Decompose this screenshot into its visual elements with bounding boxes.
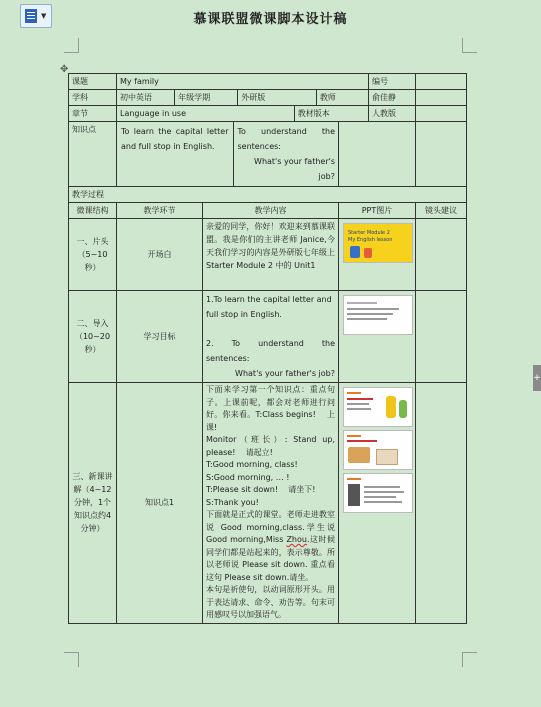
textbook-value[interactable]: 人教版 xyxy=(371,109,396,118)
teacher-value[interactable]: 俞佳静 xyxy=(371,93,396,102)
side-expand-handle[interactable]: + xyxy=(533,365,541,391)
table-row xyxy=(69,383,467,624)
course-value[interactable]: My family xyxy=(117,74,368,89)
chapter-label: 章节 xyxy=(69,106,117,122)
knowledge-label: 知识点 xyxy=(69,122,117,187)
subject-value[interactable]: 初中英语 xyxy=(117,90,175,105)
grade-value[interactable]: 年级学期 xyxy=(175,90,238,105)
ppt-thumbnail[interactable] xyxy=(343,387,413,427)
row-structure[interactable]: 二、导入（10~20秒） xyxy=(69,291,117,383)
chevron-down-icon[interactable]: ▼ xyxy=(41,12,47,20)
subject-label: 学科 xyxy=(69,90,117,106)
row-content-line[interactable]: .这时候同学们都是站起来的，表示尊敬。所以老师说 Please sit down. 重点看这句 Please sit down.请坐。 xyxy=(206,535,335,582)
process-row xyxy=(69,187,467,203)
table-row xyxy=(69,291,467,383)
page-title: 慕课联盟微课脚本设计稿 xyxy=(193,12,348,27)
row-content-line[interactable]: 2. To understand the sentences: xyxy=(206,339,338,363)
chapter-value[interactable]: Language in use xyxy=(117,106,294,121)
corner-mark xyxy=(462,38,477,53)
header-step: 教学环节 xyxy=(117,203,203,219)
table-move-handle-icon[interactable]: ✥ xyxy=(60,64,69,75)
info-row xyxy=(69,90,467,106)
row-structure[interactable]: 三、新课讲解（4~12分钟，1个知识点约4分钟） xyxy=(69,383,117,624)
ppt-figure-icon xyxy=(399,400,407,418)
ppt-figure-icon xyxy=(348,484,360,506)
row-step[interactable]: 学习目标 xyxy=(117,291,203,383)
row-step[interactable]: 开场白 xyxy=(117,219,203,291)
header-structure: 微课结构 xyxy=(69,203,117,219)
ppt-figure-icon xyxy=(386,396,396,418)
knowledge-point-2-line2[interactable]: What's your father's job? xyxy=(254,157,335,181)
corner-mark xyxy=(64,38,79,53)
ppt-thumbnail[interactable] xyxy=(343,223,413,263)
publisher-value[interactable]: 外研版 xyxy=(238,90,317,105)
header-content: 教学内容 xyxy=(203,203,339,219)
ppt-thumbnail[interactable] xyxy=(343,473,413,513)
script-table xyxy=(68,73,467,624)
row-content-line[interactable]: 1.To learn the capital letter and full stop in English. xyxy=(206,295,332,319)
ppt-thumbnail[interactable] xyxy=(343,295,413,335)
textbook-label: 教材版本 xyxy=(294,106,368,121)
number-value[interactable] xyxy=(416,74,467,90)
corner-mark xyxy=(462,652,477,667)
row-content-line[interactable]: 下面来学习第一个知识点：重点句子。上课前呢，都会对老师进行问好。你来看。T:Class begins! 上课! xyxy=(206,385,335,432)
row-content[interactable]: 亲爱的同学，你好！欢迎来到慕课联盟。我是你们的主讲老师 Janice,今天我们学习的内容是外研版七年级上 Starter Module 2 中的 Unit1 xyxy=(203,219,339,291)
row-content-line[interactable]: 下面就是正式的课堂。老师走进教室说 Good morning,class.学生说 Good morning,Miss xyxy=(206,510,335,544)
info-row xyxy=(69,106,467,122)
teacher-label: 教师 xyxy=(316,90,368,105)
ppt-thumbnail[interactable] xyxy=(343,430,413,470)
row-content-line[interactable]: S:Good morning, … ! xyxy=(206,472,290,482)
number-label: 编号 xyxy=(371,77,388,86)
table-row xyxy=(69,219,467,291)
ppt-thumb-subtitle: My English lesson xyxy=(348,237,393,243)
course-label: 课题 xyxy=(69,74,117,90)
ppt-figure-icon xyxy=(376,449,398,465)
header-ppt: PPT图片 xyxy=(339,203,416,219)
info-row xyxy=(69,74,467,90)
row-content-line[interactable]: 本句是祈使句，以动词原形开头。用于表达请求、命令、劝告等。句末可用感叹号以加强语气。 xyxy=(206,585,335,619)
row-content-line[interactable]: Monitor（班长）: Stand up, please! 请起立! xyxy=(206,435,338,457)
corner-mark xyxy=(64,652,79,667)
row-content-line[interactable]: T:Good morning, class! xyxy=(206,460,298,469)
ppt-figure-icon xyxy=(348,447,370,463)
row-content-line[interactable]: T:Please sit down! 请坐下! xyxy=(206,485,316,494)
knowledge-point-2-line1[interactable]: To understand the sentences: xyxy=(237,127,335,151)
header-camera: 镜头建议 xyxy=(416,203,467,219)
header-row xyxy=(69,203,467,219)
process-label: 教学过程 xyxy=(69,187,467,203)
ppt-figure-icon xyxy=(350,246,360,258)
row-structure[interactable]: 一、片头（5~10秒） xyxy=(69,219,117,291)
spellcheck-word[interactable]: Zhou xyxy=(286,535,307,544)
ppt-figure-icon xyxy=(364,248,372,258)
ppt-thumb-title: Starter Module 2 xyxy=(348,230,390,236)
row-content-line[interactable]: What's your father's job? xyxy=(235,369,335,378)
knowledge-point-1[interactable]: To learn the capital letter and full stop in English. xyxy=(117,122,233,186)
row-step[interactable]: 知识点1 xyxy=(117,383,203,624)
row-content-line[interactable]: S:Thank you! xyxy=(206,497,259,507)
knowledge-row xyxy=(69,122,467,187)
